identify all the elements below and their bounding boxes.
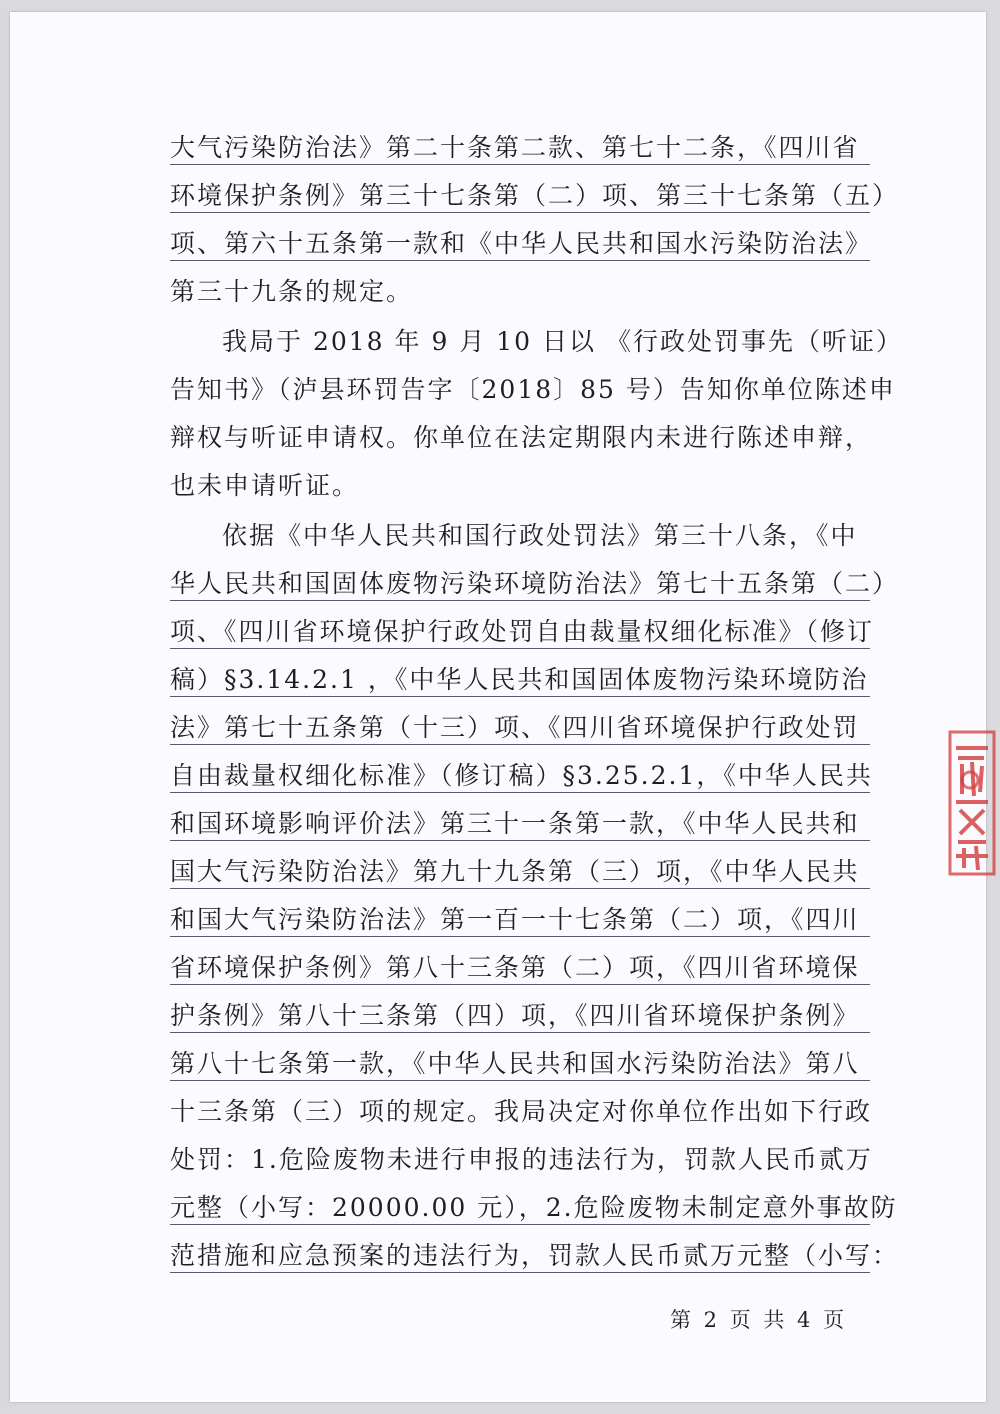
text-line: 省环境保护条例》第八十三条第（二）项，《四川省环境保 [170,952,870,985]
text-line: 范措施和应急预案的违法行为，罚款人民币贰万元整（小写： [170,1240,870,1273]
text-line: 元整（小写：20000.00 元），2.危险废物未制定意外事故防 [170,1192,870,1225]
text-line: 和国大气污染防治法》第一百一十七条第（二）项，《四川 [170,904,870,937]
page-number: 第 2 页 共 4 页 [670,1308,848,1332]
text-line: 依据《中华人民共和国行政处罚法》第三十八条，《中 [222,521,858,550]
text-line: 第八十七条第一款，《中华人民共和国水污染防治法》第八 [170,1048,870,1081]
text-line: 自由裁量权细化标准》（修订稿）§3.25.2.1，《中华人民共 [170,760,870,793]
official-seal-stamp [944,724,996,882]
text-line: 我局于 2018 年 9 月 10 日以 《行政处罚事先（听证） [222,327,903,356]
text-line: 国大气污染防治法》第九十九条第（三）项，《中华人民共 [170,856,870,889]
text-line: 十三条第（三）项的规定。我局决定对你单位作出如下行政 [170,1097,873,1126]
text-line: 项、《四川省环境保护行政处罚自由裁量权细化标准》（修订 [170,616,870,649]
text-line: 环境保护条例》第三十七条第（二）项、第三十七条第（五） [170,180,870,213]
text-line: 法》第七十五条第（十三）项、《四川省环境保护行政处罚 [170,712,870,745]
document-page [10,12,986,1402]
text-line: 护条例》第八十三条第（四）项，《四川省环境保护条例》 [170,1000,870,1033]
text-line: 华人民共和国固体废物污染环境防治法》第七十五条第（二） [170,568,870,601]
text-line: 告知书》（泸县环罚告字〔2018〕85 号）告知你单位陈述申 [170,375,896,404]
text-line: 辩权与听证申请权。你单位在法定期限内未进行陈述申辩， [170,423,873,452]
text-line: 也未申请听证。 [170,471,360,500]
text-line: 大气污染防治法》第二十条第二款、第七十二条，《四川省 [170,132,870,165]
text-line: 处罚：1.危险废物未进行申报的违法行为，罚款人民币贰万 [170,1145,873,1174]
text-line: 和国环境影响评价法》第三十一条第一款，《中华人民共和 [170,808,870,841]
text-line: 第三十九条的规定。 [170,277,414,306]
text-line: 稿）§3.14.2.1 ，《中华人民共和国固体废物污染环境防治 [170,664,870,697]
text-line: 项、第六十五条第一款和《中华人民共和国水污染防治法》 [170,228,870,261]
